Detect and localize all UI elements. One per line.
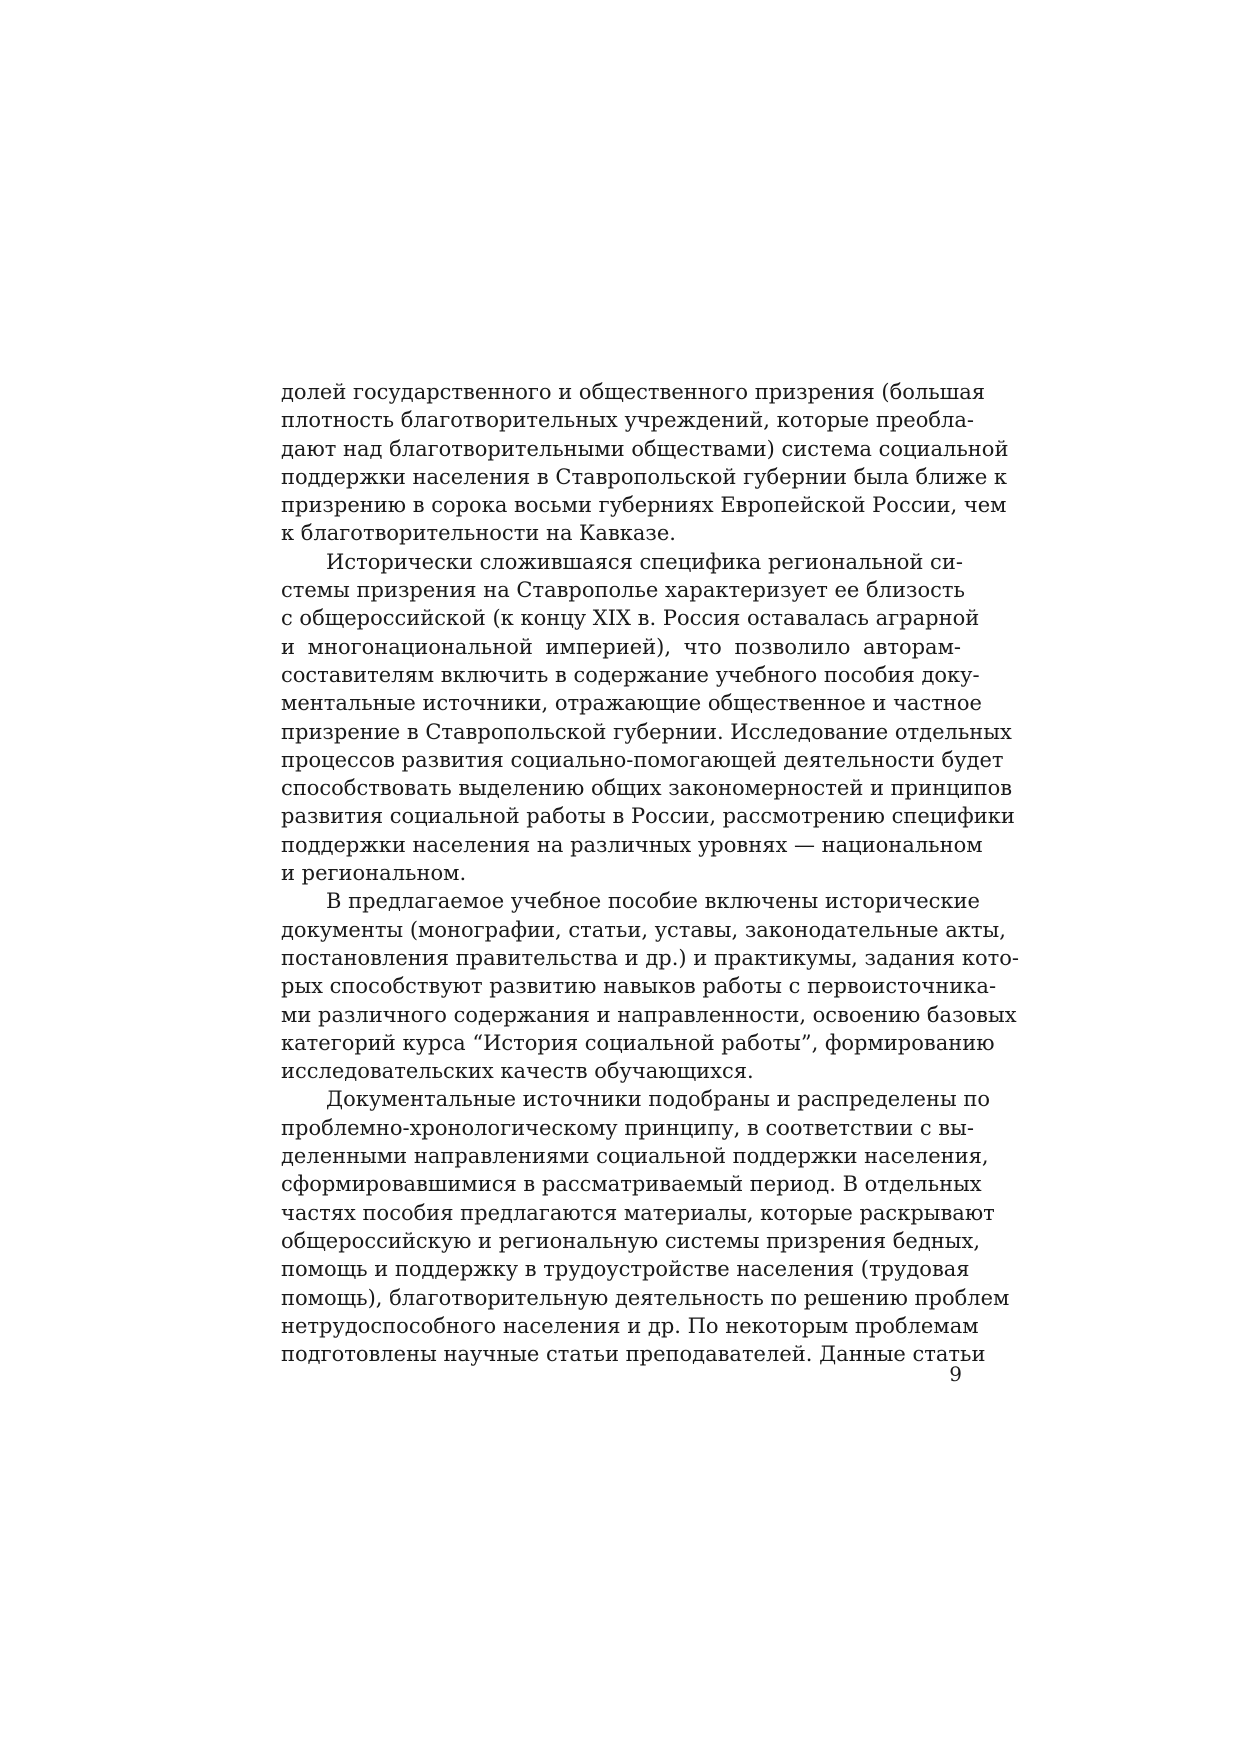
text-line: Исторически сложившаяся специфика региональной си- <box>326 549 963 574</box>
paragraph <box>281 887 1019 1085</box>
text-line: к благотворительности на Кавказе. <box>281 521 676 546</box>
text-line: плотность благотворительных учреждений, которые преобла- <box>281 408 974 433</box>
text-line: долей государственного и общественного призрения (большая <box>281 380 985 404</box>
text-line: и региональном. <box>281 861 467 886</box>
text-line: исследовательских качеств обучающихся. <box>281 1059 754 1084</box>
text-line: В предлагаемое учебное пособие включены исторические <box>326 889 980 914</box>
paragraph <box>281 548 1015 888</box>
text-line: нетрудоспособного населения и др. По некоторым проблемам <box>281 1313 979 1338</box>
text-line: составителям включить в содержание учебного пособия доку- <box>281 662 980 687</box>
body-text <box>281 378 1019 1368</box>
page-number: 9 <box>949 1362 962 1386</box>
text-line: документы (монографии, статьи, уставы, законодательные акты, <box>281 917 1006 942</box>
text-line: призрение в Ставропольской губернии. Исследование отдельных <box>281 719 1012 744</box>
text-line: ментальные источники, отражающие общественное и частное <box>281 691 982 716</box>
text-line: общероссийскую и региональную системы призрения бедных, <box>281 1228 981 1253</box>
text-line: подготовлены научные статьи преподавателей. Данные статьи <box>281 1342 986 1367</box>
text-line: деленными направлениями социальной поддержки населения, <box>281 1144 989 1169</box>
text-line: проблемно-хронологическому принципу, в соответствии с вы- <box>281 1115 974 1140</box>
text-line: рых способствуют развитию навыков работы с первоисточника- <box>281 974 997 999</box>
text-line: сформировавшимися в рассматриваемый период. В отдельных <box>281 1172 982 1197</box>
text-line: Документальные источники подобраны и распределены по <box>326 1087 990 1112</box>
text-line: с общероссийской (к концу XIX в. Россия оставалась аграрной <box>281 606 980 631</box>
text-line: способствовать выделению общих закономерностей и принципов <box>281 776 1013 801</box>
text-line: дают над благотворительными обществами) система социальной <box>281 436 1009 461</box>
text-line: поддержки населения на различных уровнях — национальном <box>281 832 983 857</box>
text-line: развития социальной работы в России, рассмотрению специфики <box>281 804 1015 829</box>
text-line: ми различного содержания и направленности, освоению базовых <box>281 1002 1017 1027</box>
text-line: помощь), благотворительную деятельность по решению проблем <box>281 1285 1010 1310</box>
text-line: постановления правительства и др.) и практикумы, задания кото- <box>281 945 1019 970</box>
text-line: поддержки населения в Ставропольской губернии была ближе к <box>281 464 1008 489</box>
text-line: частях пособия предлагаются материалы, которые раскрывают <box>281 1200 995 1225</box>
text-line: стемы призрения на Ставрополье характеризует ее близость <box>281 578 965 603</box>
paragraph <box>281 1085 1010 1368</box>
text-line: категорий курса “История социальной работы”, формированию <box>281 1030 995 1055</box>
text-line: и многонациональной империей), что позволило авторам- <box>281 634 961 659</box>
paragraph <box>281 378 1009 548</box>
text-line: призрению в сорока восьми губерниях Европейской России, чем <box>281 493 1007 518</box>
text-line: процессов развития социально-помогающей деятельности будет <box>281 747 1004 772</box>
text-line: помощь и поддержку в трудоустройстве населения (трудовая <box>281 1257 970 1282</box>
